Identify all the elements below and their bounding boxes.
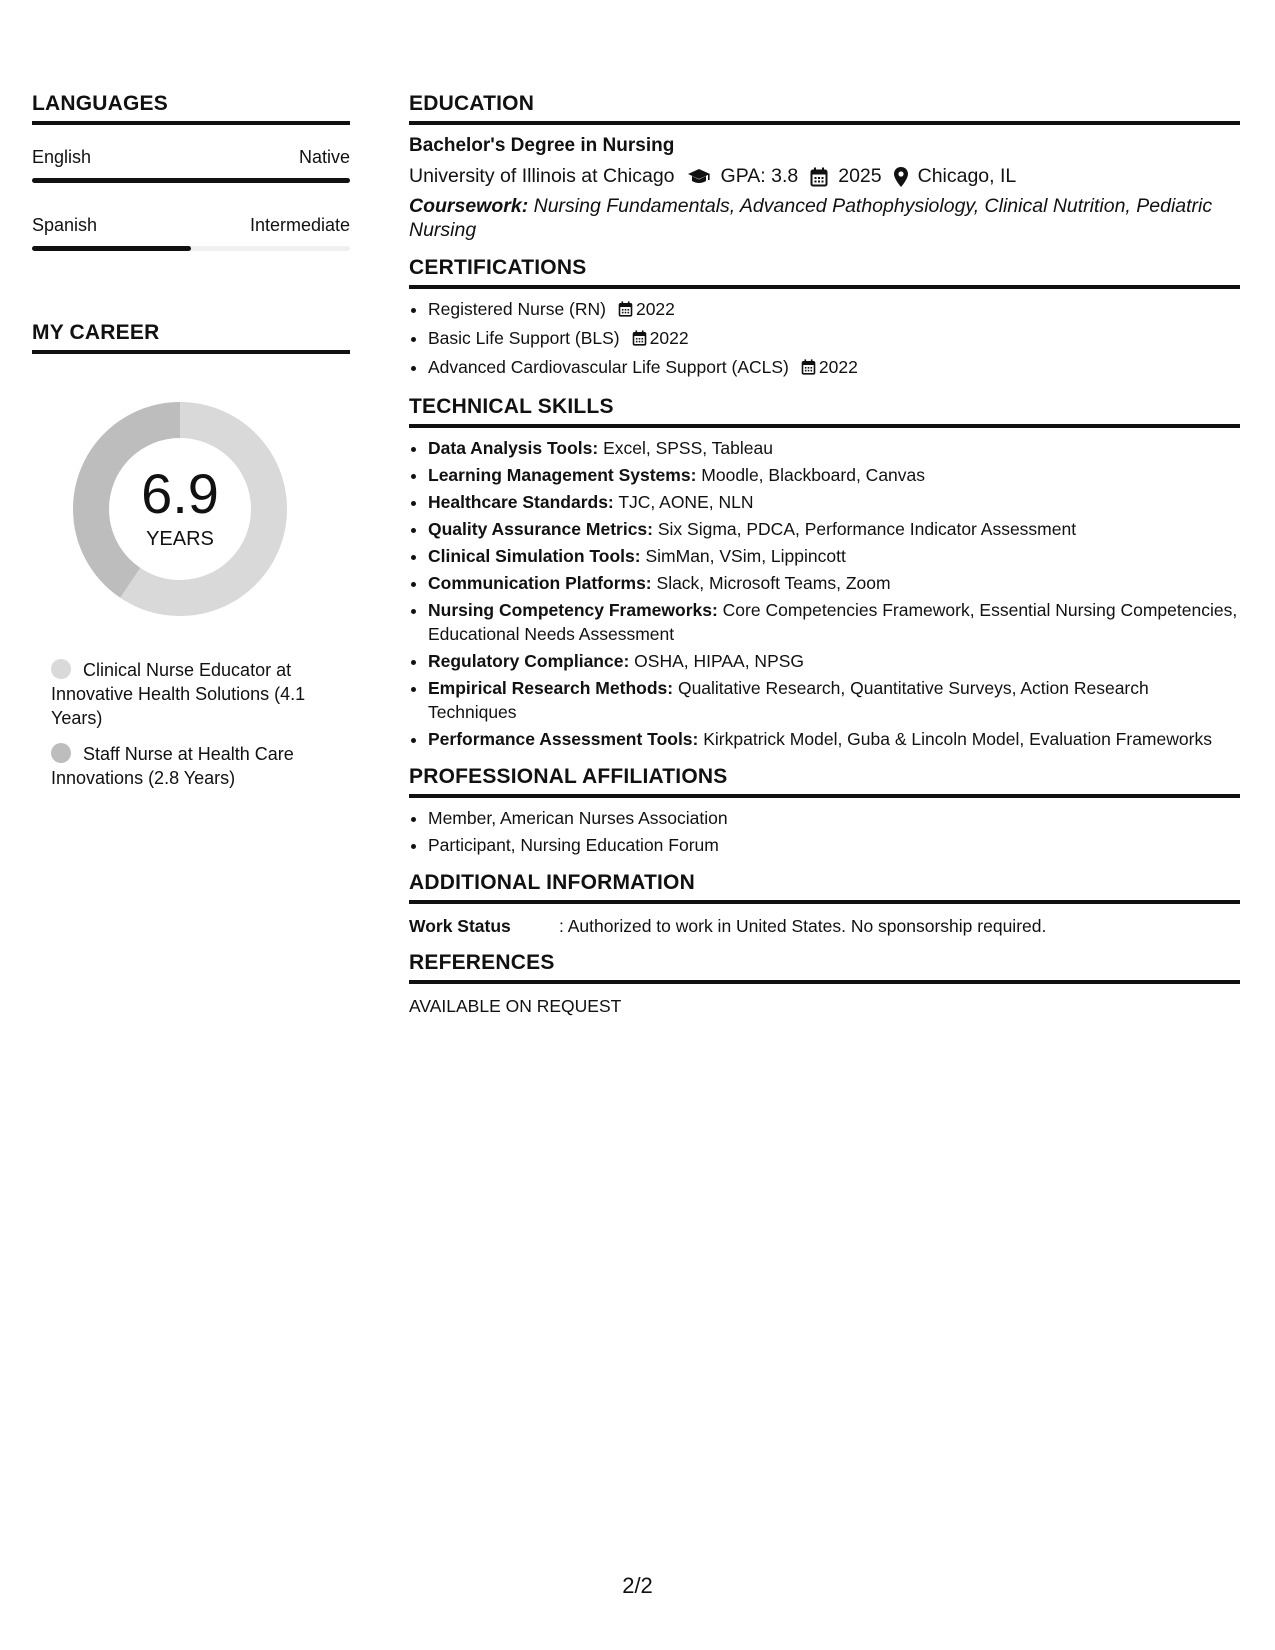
career-role-label: Staff Nurse at Health Care Innovations (2.8 Years) — [51, 744, 294, 788]
certifications-section — [409, 256, 1240, 381]
left-column — [32, 92, 350, 802]
affiliations-section — [409, 765, 1240, 857]
work-status-label: Work Status — [409, 916, 511, 936]
education-section — [409, 92, 1240, 242]
certification-year: 2022 — [635, 299, 675, 319]
languages-heading: LANGUAGES — [32, 92, 350, 125]
language-spanish — [32, 215, 350, 251]
skill-item — [428, 544, 1240, 568]
affiliations-list — [409, 806, 1240, 857]
career-heading: MY CAREER — [32, 321, 350, 354]
skills-list — [409, 436, 1240, 751]
coursework-list: Nursing Fundamentals, Advanced Pathophysiology, Clinical Nutrition, Pediatric Nursing — [409, 195, 1213, 241]
language-name: Spanish — [32, 215, 98, 235]
calendar-icon — [810, 167, 828, 187]
coursework — [409, 194, 1240, 242]
coursework-label: Coursework: — [409, 195, 529, 217]
language-proficiency-bar — [32, 246, 350, 251]
graduation-cap-icon — [687, 168, 711, 186]
affiliation-item: • Participant, Nursing Education Forum — [428, 833, 1240, 857]
skill-category: Healthcare Standards: — [428, 492, 614, 512]
right-column — [409, 92, 1240, 1031]
language-level: Intermediate — [249, 215, 350, 235]
work-status-value: : Authorized to work in United States. No sponsorship required. — [559, 916, 1047, 936]
work-status-row — [409, 916, 1240, 937]
skill-values: Slack, Microsoft Teams, Zoom — [656, 573, 891, 593]
skill-category: Data Analysis Tools: — [428, 438, 599, 458]
skill-category: Nursing Competency Frameworks: — [428, 600, 718, 620]
education-location: Chicago, IL — [917, 165, 1017, 187]
language-proficiency-bar — [32, 178, 350, 183]
skill-category: Empirical Research Methods: — [428, 678, 674, 698]
career-unit-label: YEARS — [146, 528, 214, 550]
career-legend — [51, 658, 350, 790]
skill-item — [428, 571, 1240, 595]
language-proficiency-fill — [32, 246, 191, 251]
education-heading: EDUCATION — [409, 92, 1240, 125]
skill-values: Excel, SPSS, Tableau — [603, 438, 773, 458]
references-section — [409, 951, 1240, 1017]
references-text: AVAILABLE ON REQUEST — [409, 996, 622, 1016]
location-pin-icon — [894, 167, 908, 187]
skill-item — [428, 490, 1240, 514]
skills-section — [409, 395, 1240, 751]
skill-values: Qualitative Research, Quantitative Surveys, Action Research Techniques — [428, 678, 1149, 722]
career-total-years: 6.9 — [141, 462, 219, 525]
career-donut-chart — [65, 394, 295, 624]
skill-values: Six Sigma, PDCA, Performance Indicator Assessment — [657, 519, 1077, 539]
certification-year: 2022 — [818, 357, 858, 377]
certification-year: 2022 — [649, 328, 689, 348]
calendar-icon — [801, 357, 816, 381]
skill-values: Core Competencies Framework, Essential Nursing Competencies, Educational Needs Assessment — [428, 600, 1238, 644]
skill-category: Clinical Simulation Tools: — [428, 546, 641, 566]
legend-dot-icon — [51, 659, 71, 679]
skill-values: SimMan, VSim, Lippincott — [645, 546, 846, 566]
legend-dot-icon — [51, 743, 71, 763]
language-english — [32, 147, 350, 183]
additional-info-section — [409, 871, 1240, 937]
skill-category: Communication Platforms: — [428, 573, 652, 593]
skill-category: Learning Management Systems: — [428, 465, 697, 485]
calendar-icon — [618, 299, 633, 323]
page-number: 2/2 — [622, 1573, 653, 1598]
calendar-icon — [632, 328, 647, 352]
skill-category: Regulatory Compliance: — [428, 651, 630, 671]
skill-item — [428, 598, 1240, 646]
affiliation-item: • Member, American Nurses Association — [428, 806, 1240, 830]
certifications-list — [409, 297, 1240, 381]
skill-item — [428, 463, 1240, 487]
gpa-text: GPA: 3.8 — [720, 165, 799, 187]
certification-item — [428, 355, 1240, 381]
certification-name: Registered Nurse (RN) — [428, 299, 606, 319]
additional-info-heading: ADDITIONAL INFORMATION — [409, 871, 1240, 904]
certification-item — [428, 297, 1240, 323]
skill-category: Quality Assurance Metrics: — [428, 519, 653, 539]
skill-values: OSHA, HIPAA, NPSG — [634, 651, 805, 671]
skill-item — [428, 517, 1240, 541]
skill-values: Moodle, Blackboard, Canvas — [701, 465, 926, 485]
certification-name: Advanced Cardiovascular Life Support (ACLS) — [428, 357, 789, 377]
degree-title: Bachelor's Degree in Nursing — [409, 135, 675, 156]
language-proficiency-fill — [32, 178, 350, 183]
language-level: Native — [298, 147, 350, 167]
skill-item — [428, 649, 1240, 673]
skill-item — [428, 727, 1240, 751]
career-role-label: Clinical Nurse Educator at Innovative Health Solutions (4.1 Years) — [51, 660, 306, 728]
education-details — [409, 165, 1240, 188]
skill-category: Performance Assessment Tools: — [428, 729, 699, 749]
career-legend-item — [51, 742, 350, 790]
skill-values: Kirkpatrick Model, Guba & Lincoln Model, Evaluation Frameworks — [703, 729, 1212, 749]
school-name: University of Illinois at Chicago — [409, 165, 675, 187]
graduation-year: 2025 — [838, 165, 882, 187]
skills-heading: TECHNICAL SKILLS — [409, 395, 1240, 428]
language-name: English — [32, 147, 92, 167]
skill-values: TJC, AONE, NLN — [618, 492, 754, 512]
references-heading: REFERENCES — [409, 951, 1240, 984]
skill-item — [428, 436, 1240, 460]
certification-item — [428, 326, 1240, 352]
certifications-heading: CERTIFICATIONS — [409, 256, 1240, 289]
affiliations-heading: PROFESSIONAL AFFILIATIONS — [409, 765, 1240, 798]
career-legend-item — [51, 658, 350, 730]
skill-item — [428, 676, 1240, 724]
certification-name: Basic Life Support (BLS) — [428, 328, 620, 348]
